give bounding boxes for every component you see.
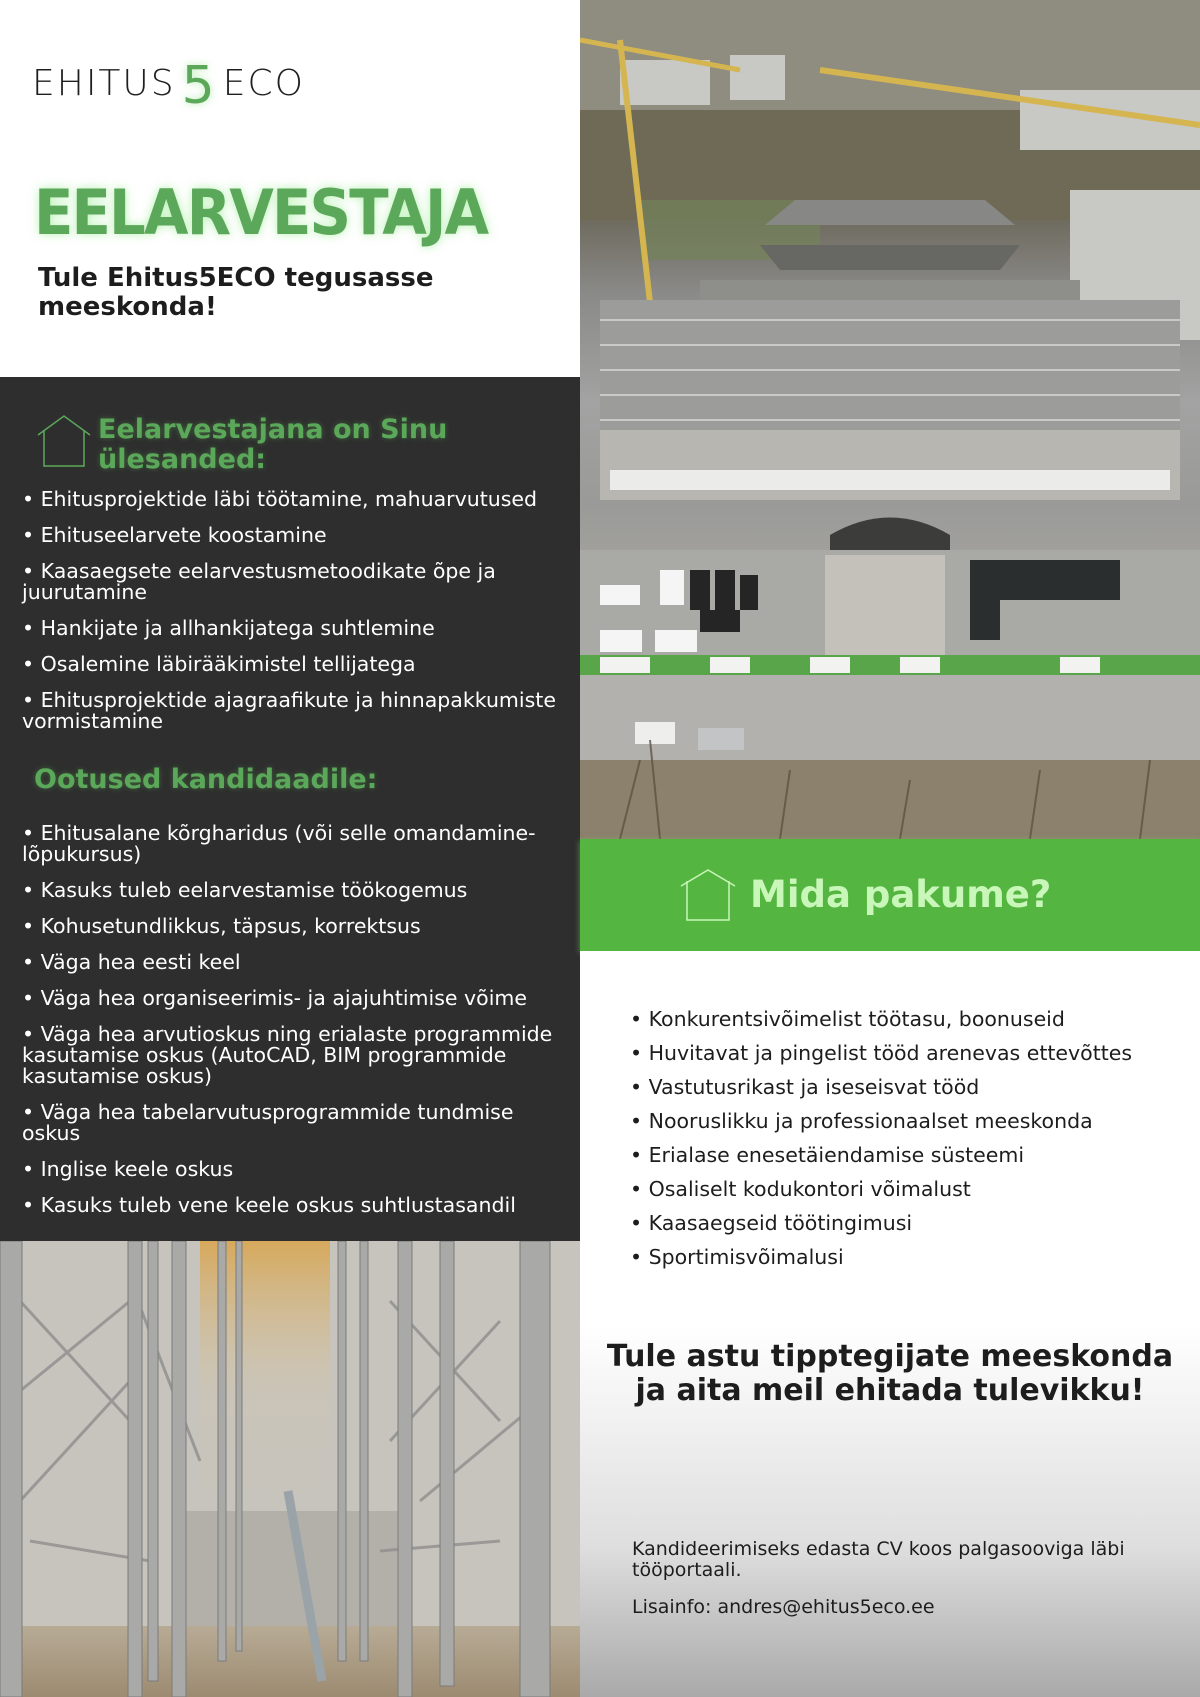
call-to-action (600, 1340, 1180, 1408)
list-item: • Vastutusrikast ja iseseisvat tööd (630, 1077, 1170, 1098)
list-item: • Osalemine läbirääkimistel tellijatega (22, 654, 572, 675)
list-item: • Osaliselt kodukontori võimalust (630, 1179, 1170, 1200)
list-item: • Väga hea arvutioskus ning erialaste programmide kasutamise oskus (AutoCAD, BIM programmide kasutamise oskus) (22, 1024, 572, 1087)
list-item: • Huvitavat ja pingelist tööd arenevas ettevõttes (630, 1043, 1170, 1064)
list-item: • Ehitusprojektide läbi töötamine, mahuarvutused (22, 489, 572, 510)
list-item: • Erialase enesetäiendamise süsteemi (630, 1145, 1170, 1166)
list-item: • Ehitusprojektide ajagraafikute ja hinnapakkumiste vormistamine (22, 690, 572, 732)
list-item: • Inglise keele oskus (22, 1159, 572, 1180)
house-icon (36, 415, 92, 471)
list-item: • Konkurentsivõimelist töötasu, boonuseid (630, 1009, 1170, 1030)
contact-label: Lisainfo: (632, 1596, 712, 1618)
cta-line-1: Tule astu tipptegijate meeskonda (606, 1339, 1174, 1374)
list-item: • Väga hea eesti keel (22, 952, 572, 973)
offer-heading: Mida pakume? (750, 873, 1052, 916)
aerial-site-illustration (580, 0, 1200, 839)
offer-heading-block (680, 869, 1051, 921)
list-item: • Kaasaegseid töötingimusi (630, 1213, 1170, 1234)
expectations-heading-block (34, 765, 377, 795)
offer-list (630, 1009, 1170, 1281)
job-title: EELARVESTAJA (34, 176, 488, 249)
tasks-heading-block (36, 415, 478, 475)
expectations-heading: Ootused kandidaadile: (34, 764, 378, 795)
contact-email-link[interactable]: andres@ehitus5eco.ee (717, 1596, 935, 1618)
tasks-heading: Eelarvestajana on Sinu ülesanded: (98, 414, 448, 475)
offer-heading-band (580, 839, 1200, 951)
list-item: • Ehitusalane kõrgharidus (või selle omandamine- lõpukursus) (22, 823, 572, 865)
logo-text-five: 5 (181, 56, 217, 116)
cta-line-2: ja aita meil ehitada tulevikku! (635, 1373, 1145, 1408)
scaffolding-illustration (0, 1241, 580, 1697)
requirements-panel (0, 377, 580, 1241)
company-logo (32, 52, 305, 116)
logo-text-eco: ECO (222, 63, 305, 104)
offer-section (580, 951, 1200, 1697)
application-instructions: Kandideerimiseks edasta CV koos palgasooviga läbi tööportaali. (632, 1538, 1125, 1581)
logo-text-ehitus: EHITUS (32, 63, 176, 104)
list-item: • Kasuks tuleb vene keele oskus suhtlustasandil (22, 1195, 572, 1216)
contact-info (632, 1597, 1152, 1618)
list-item: • Hankijate ja allhankijatega suhtlemine (22, 618, 572, 639)
aerial-construction-site-photo (580, 0, 1200, 839)
list-item: • Väga hea tabelarvutusprogrammide tundmise oskus (22, 1102, 572, 1144)
list-item: • Sportimisvõimalusi (630, 1247, 1170, 1268)
subtitle: Tule Ehitus5ECO tegusasse meeskonda! (38, 263, 434, 322)
expectations-list (22, 823, 572, 1231)
header-section (0, 0, 580, 377)
interior-scaffolding-photo (0, 1241, 580, 1697)
tasks-list (22, 489, 572, 747)
list-item: • Kohusetundlikkus, täpsus, korrektsus (22, 916, 572, 937)
list-item: • Ehituseelarvete koostamine (22, 525, 572, 546)
list-item: • Kaasaegsete eelarvestusmetoodikate õpe ja juurutamine (22, 561, 572, 603)
list-item: • Väga hea organiseerimis- ja ajajuhtimise võime (22, 988, 572, 1009)
list-item: • Nooruslikku ja professionaalset meeskonda (630, 1111, 1170, 1132)
list-item: • Kasuks tuleb eelarvestamise töökogemus (22, 880, 572, 901)
house-icon (680, 869, 736, 921)
